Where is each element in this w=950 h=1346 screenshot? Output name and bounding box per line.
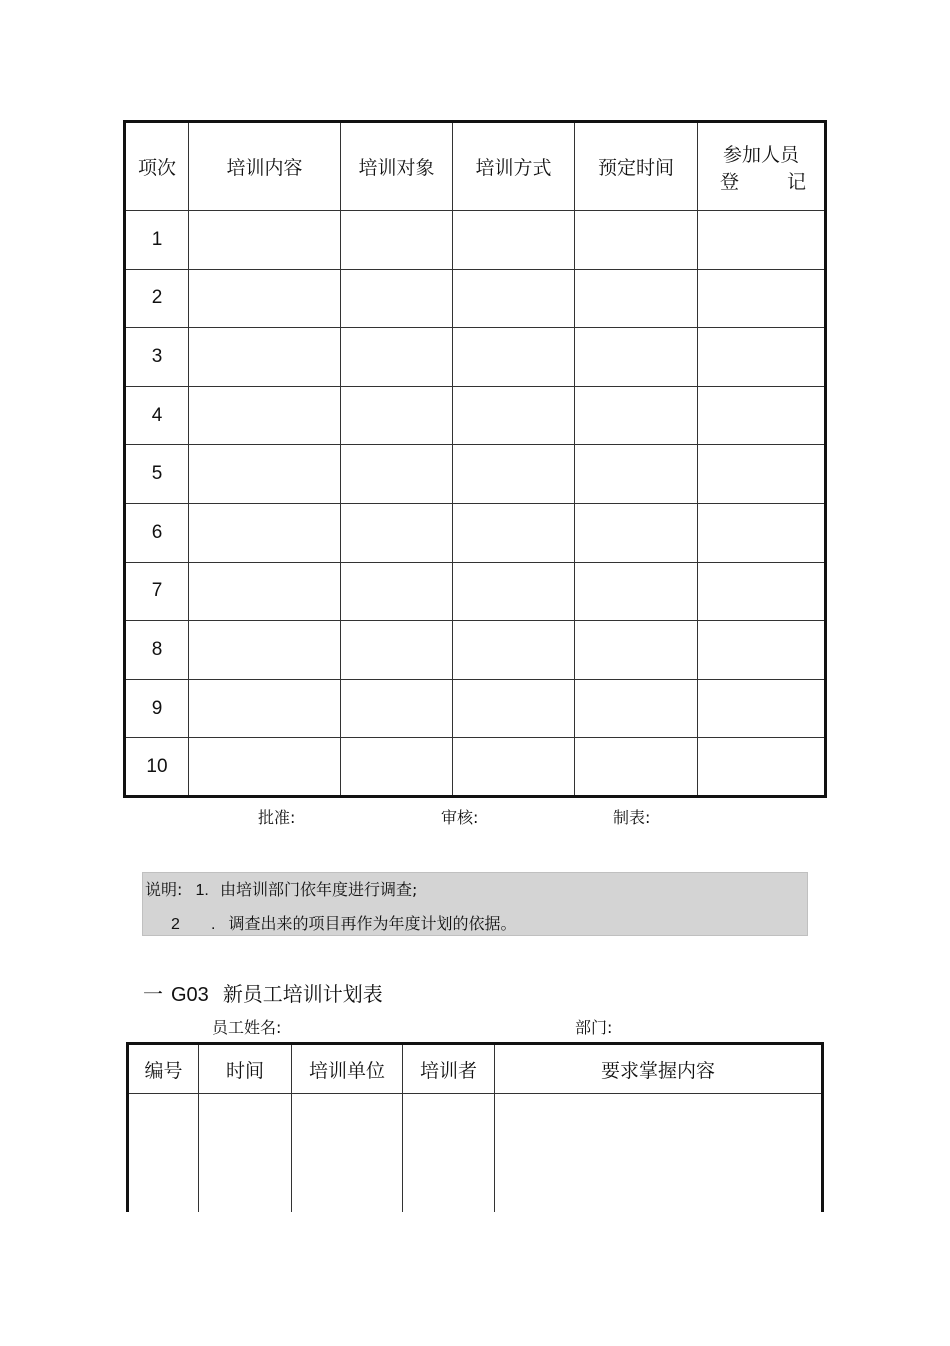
note-2-text: 调查出来的项目再作为年度计划的依据。	[228, 914, 517, 933]
cell-training-content[interactable]	[189, 269, 341, 328]
header-participant-register	[698, 122, 826, 211]
table-row	[125, 621, 826, 680]
cell-participant-register[interactable]	[698, 679, 826, 738]
row-number: 8	[125, 621, 189, 680]
department-label: 部门:	[575, 1018, 613, 1037]
approve-label: 批准:	[258, 808, 296, 827]
header-time: 时间	[199, 1044, 292, 1094]
cell-training-method[interactable]	[453, 328, 575, 387]
cell-scheduled-time[interactable]	[575, 503, 698, 562]
cell-training-method[interactable]	[453, 445, 575, 504]
table-row	[125, 562, 826, 621]
cell-training-method[interactable]	[453, 503, 575, 562]
cell-training-target[interactable]	[341, 562, 453, 621]
cell-scheduled-time[interactable]	[575, 562, 698, 621]
employee-name-label: 员工姓名:	[212, 1018, 282, 1037]
section-title	[143, 978, 383, 1007]
cell-training-target[interactable]	[341, 211, 453, 270]
register-line2	[698, 167, 824, 194]
register-char-1: 登	[720, 170, 740, 193]
section-title-text: 新员工培训计划表	[222, 982, 383, 1006]
prepared-label: 制表:	[613, 808, 651, 827]
cell-training-method[interactable]	[453, 386, 575, 445]
table-row	[128, 1094, 823, 1212]
cell-training-content[interactable]	[189, 386, 341, 445]
cell-participant-register[interactable]	[698, 445, 826, 504]
cell-training-content[interactable]	[189, 503, 341, 562]
table-row	[125, 211, 826, 270]
cell-scheduled-time[interactable]	[575, 386, 698, 445]
notes-box	[142, 872, 808, 936]
cell-training-target[interactable]	[341, 445, 453, 504]
cell-training-content[interactable]	[189, 679, 341, 738]
table-header-row	[125, 122, 826, 211]
register-char-2: 记	[786, 170, 806, 193]
row-number: 1	[125, 211, 189, 270]
note-line-2	[171, 911, 517, 934]
cell-training-target[interactable]	[341, 503, 453, 562]
cell-training-method[interactable]	[453, 211, 575, 270]
cell-training-target[interactable]	[341, 328, 453, 387]
section-code: G03	[171, 984, 209, 1006]
header-scheduled-time: 预定时间	[575, 122, 698, 211]
cell-training-target[interactable]	[341, 386, 453, 445]
table-row	[125, 738, 826, 797]
cell-training-content[interactable]	[189, 211, 341, 270]
header-required-content: 要求掌握内容	[495, 1044, 823, 1094]
cell-participant-register[interactable]	[698, 269, 826, 328]
row-number: 5	[125, 445, 189, 504]
cell-time[interactable]	[199, 1094, 292, 1212]
header-training-content: 培训内容	[189, 122, 341, 211]
cell-scheduled-time[interactable]	[575, 738, 698, 797]
cell-training-content[interactable]	[189, 445, 341, 504]
table-row	[125, 679, 826, 738]
row-number: 3	[125, 328, 189, 387]
training-survey-table	[123, 120, 827, 798]
row-number: 9	[125, 679, 189, 738]
cell-training-method[interactable]	[453, 679, 575, 738]
table-row	[125, 386, 826, 445]
note-line-1	[145, 877, 417, 900]
cell-scheduled-time[interactable]	[575, 211, 698, 270]
table-header-row	[128, 1044, 823, 1094]
register-line1: 参加人员	[722, 143, 799, 166]
table-row	[125, 503, 826, 562]
cell-training-target[interactable]	[341, 679, 453, 738]
cell-training-method[interactable]	[453, 738, 575, 797]
table-row	[125, 445, 826, 504]
cell-participant-register[interactable]	[698, 386, 826, 445]
cell-training-content[interactable]	[189, 738, 341, 797]
cell-participant-register[interactable]	[698, 562, 826, 621]
header-trainer: 培训者	[403, 1044, 495, 1094]
cell-number[interactable]	[128, 1094, 199, 1212]
cell-scheduled-time[interactable]	[575, 679, 698, 738]
table-row	[125, 269, 826, 328]
cell-participant-register[interactable]	[698, 211, 826, 270]
header-training-method: 培训方式	[453, 122, 575, 211]
cell-training-method[interactable]	[453, 562, 575, 621]
header-training-unit: 培训单位	[292, 1044, 403, 1094]
cell-training-content[interactable]	[189, 328, 341, 387]
cell-scheduled-time[interactable]	[575, 269, 698, 328]
header-number: 编号	[128, 1044, 199, 1094]
cell-training-content[interactable]	[189, 621, 341, 680]
cell-training-target[interactable]	[341, 738, 453, 797]
cell-scheduled-time[interactable]	[575, 621, 698, 680]
cell-scheduled-time[interactable]	[575, 445, 698, 504]
notes-label: 说明:	[145, 880, 183, 899]
row-number: 10	[125, 738, 189, 797]
cell-scheduled-time[interactable]	[575, 328, 698, 387]
cell-required-content[interactable]	[495, 1094, 823, 1212]
cell-trainer[interactable]	[403, 1094, 495, 1212]
cell-training-unit[interactable]	[292, 1094, 403, 1212]
note-1-text: 由培训部门依年度进行调查;	[219, 880, 418, 899]
note-1-number: 1.	[195, 882, 209, 899]
review-label: 审核:	[441, 808, 479, 827]
cell-training-target[interactable]	[341, 621, 453, 680]
header-training-target: 培训对象	[341, 122, 453, 211]
cell-participant-register[interactable]	[698, 738, 826, 797]
cell-training-content[interactable]	[189, 562, 341, 621]
note-2-dot: .	[211, 916, 216, 933]
row-number: 2	[125, 269, 189, 328]
cell-training-target[interactable]	[341, 269, 453, 328]
header-item-no: 项次	[125, 122, 189, 211]
row-number: 6	[125, 503, 189, 562]
cell-training-method[interactable]	[453, 621, 575, 680]
cell-participant-register[interactable]	[698, 328, 826, 387]
cell-participant-register[interactable]	[698, 621, 826, 680]
section-prefix: 一	[143, 982, 163, 1006]
table-row	[125, 328, 826, 387]
cell-participant-register[interactable]	[698, 503, 826, 562]
note-2-number: 2	[171, 916, 180, 933]
row-number: 7	[125, 562, 189, 621]
cell-training-method[interactable]	[453, 269, 575, 328]
row-number: 4	[125, 386, 189, 445]
new-employee-training-table	[126, 1042, 824, 1212]
